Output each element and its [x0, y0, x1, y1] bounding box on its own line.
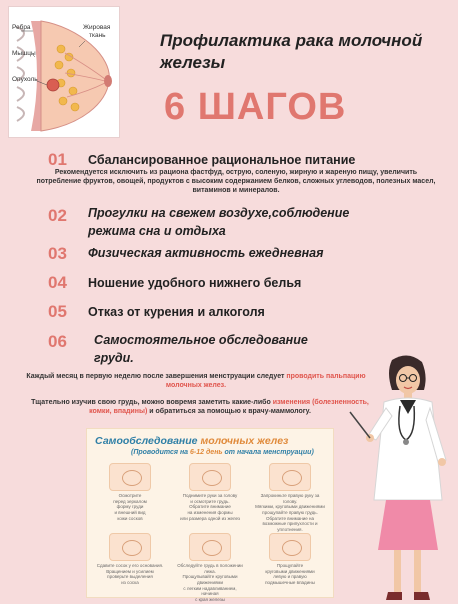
exam-step-5-text: [175, 563, 245, 602]
step-text-02-line-1: Прогулки на свежем воздухе,соблюдение: [88, 206, 350, 220]
step-text-06: [94, 332, 308, 367]
exam-step-6-line: левую и правую: [273, 574, 307, 580]
exam-step-4-text: [95, 563, 165, 586]
nutrition-note-line-3: витаминов и минералов.: [192, 187, 280, 195]
exam-step-2-illustration: [189, 463, 231, 491]
exam-step-5-line: Прощупывайте круговыми движениями: [182, 574, 238, 585]
exam-step-2-line: Обратите внимание: [189, 504, 231, 510]
exam-step-3-line: Обратите внимание на: [265, 515, 315, 521]
exam-step-6-illustration: [269, 533, 311, 561]
label-fat-bottom: ткань: [89, 32, 106, 39]
exam-step-1-line: кожи сосков: [117, 515, 143, 521]
label-ribs: Ребра: [12, 24, 31, 31]
exam-step-2-text: [175, 493, 245, 521]
card-title: [95, 435, 288, 447]
exam-step-6: [255, 533, 325, 586]
label-tumor: Опухоль: [12, 76, 38, 83]
exam-step-4-line: Сдавите сосок у его основания.: [96, 563, 164, 568]
steps-heading: 6 ШАГОВ: [164, 86, 347, 128]
exam-step-4: [95, 533, 165, 586]
exam-step-5: [175, 533, 245, 602]
exam-step-6-text: [255, 563, 325, 586]
exam-step-1-line: перед зеркалом: [113, 498, 147, 504]
exam-step-1-line: и внешний вид: [114, 509, 146, 515]
exam-step-5-line: с края железы: [195, 596, 225, 602]
exam-step-4-line: Вращением и усилием: [106, 568, 154, 574]
nutrition-note: [26, 168, 446, 195]
exam-step-3-line: Запрокиньте правую руку за голову.: [260, 493, 320, 504]
careful-note-text: Тщательно изучив свою грудь, можно вовремя заметить какие-либо: [31, 399, 273, 406]
step-number-02: 02: [48, 206, 67, 225]
exam-step-3-text: [255, 493, 325, 532]
exam-step-2: [175, 463, 245, 521]
exam-step-5-line: Обследуйте грудь в положении лежа.: [177, 563, 243, 574]
step-number-05: 05: [48, 302, 67, 321]
exam-step-3-line: Мягкими, круговыми движениями: [255, 504, 325, 510]
exam-step-5-line: с легким надавливанием, начиная: [183, 585, 237, 597]
careful-note-highlight: изменения (болезненность,: [272, 399, 369, 406]
card-title-b: молочных желез: [200, 435, 289, 447]
card-subtitle-a: (Проводится на: [131, 449, 191, 456]
card-subtitle-b: 6-12 день: [190, 449, 223, 456]
card-subtitle-c: от начала менструации): [222, 449, 314, 456]
step-number-04: 04: [48, 273, 67, 292]
careful-note-text-2: и обратиться за помощью к врачу-маммологу.: [147, 408, 311, 416]
exam-step-4-line: из соска: [121, 579, 139, 585]
step-number-06: 06: [48, 332, 67, 351]
monthly-note-highlight-2: молочных желез.: [165, 382, 227, 390]
exam-step-3-line: возможные припухлости и уплотнения.: [262, 521, 318, 532]
step-text-03: Физическая активность ежедневная: [88, 246, 324, 260]
nutrition-note-line-1: Рекомендуется исключить из рациона фастфуд, острую, соленую, жирную и жареную пищу, увеличить: [54, 169, 418, 176]
careful-note: [20, 398, 380, 416]
exam-step-2-line: на изменения формы: [187, 509, 233, 515]
exam-step-2-line: или размера одной из желез: [180, 515, 240, 521]
exam-step-1-line: Осмотрите: [118, 493, 142, 498]
step-text-06-line-1: Самостоятельное обследование: [94, 333, 308, 347]
exam-step-6-line: круговыми движениями: [265, 568, 315, 574]
title-line-1: Профилактика рака молочной: [160, 31, 423, 50]
step-text-06-line-2: груди.: [94, 350, 134, 365]
breast-anatomy-diagram: [8, 6, 120, 138]
page-title: [160, 30, 450, 74]
exam-step-3-illustration: [269, 463, 311, 491]
label-fat-top: Жировая: [83, 24, 111, 31]
step-text-02-line-2: режима сна и отдыха: [88, 223, 226, 238]
step-text-02: [88, 205, 349, 240]
monthly-note: [26, 372, 366, 390]
label-muscles: Мышцы: [12, 50, 36, 57]
monthly-note-highlight-1: проводить пальпацию: [286, 373, 366, 380]
step-text-04: Ношение удобного нижнего белья: [88, 276, 302, 290]
doctor-illustration: [348, 350, 456, 604]
exam-step-5-illustration: [189, 533, 231, 561]
nutrition-note-line-2: потребление фруктов, овощей, продуктов с высоким содержанием белков, сложных углеводов, полезных масел,: [36, 178, 436, 186]
exam-step-2-line: Поднимите руки за голову: [182, 493, 238, 498]
exam-step-1-text: [95, 493, 165, 521]
monthly-note-text: Каждый месяц в первую неделю после завершения менструации следует: [26, 373, 287, 380]
exam-step-6-line: Прощупайте: [276, 563, 304, 568]
exam-step-3-line: прощупайте правую грудь.: [262, 509, 318, 515]
careful-note-highlight-2: комки, впадины): [89, 408, 148, 416]
card-subtitle: [131, 449, 314, 456]
exam-step-4-illustration: [109, 533, 151, 561]
exam-step-6-line: подмышечные впадины: [265, 579, 315, 585]
step-text-05: Отказ от курения и алкоголя: [88, 305, 265, 319]
exam-step-2-line: и осмотрите грудь.: [190, 498, 230, 504]
self-exam-card: [86, 428, 334, 602]
card-title-a: Самообследование: [95, 435, 201, 447]
exam-step-4-line: проверьте выделения: [107, 574, 153, 580]
step-text-01: Сбалансированное рациональное питание: [88, 153, 356, 167]
step-number-03: 03: [48, 244, 67, 263]
title-line-2: железы: [160, 53, 226, 73]
exam-step-3: [255, 463, 325, 532]
step-number-01: 01: [48, 150, 67, 169]
exam-step-1-line: форму груди: [116, 504, 144, 510]
exam-step-1: [95, 463, 165, 521]
exam-step-1-illustration: [109, 463, 151, 491]
